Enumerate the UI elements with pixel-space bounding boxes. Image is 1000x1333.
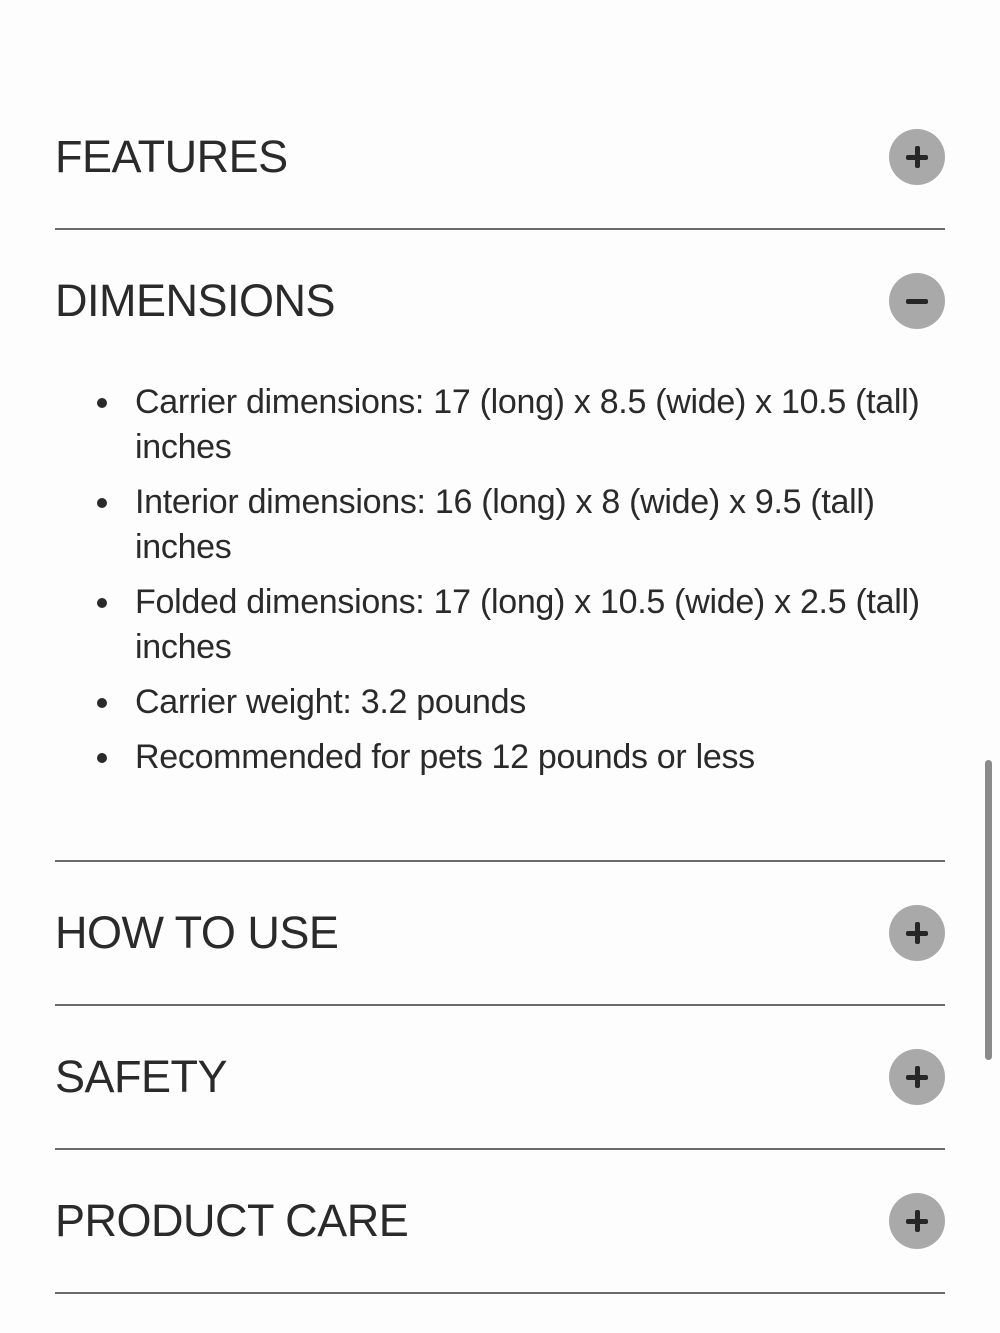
section-product-care [55, 1150, 945, 1294]
list-item [135, 580, 945, 670]
section-dimensions [55, 230, 945, 862]
plus-icon[interactable] [889, 129, 945, 185]
product-accordion [55, 86, 945, 1294]
safety-title: SAFETY [55, 1051, 228, 1102]
bullet-icon [97, 598, 107, 608]
section-safety [55, 1006, 945, 1150]
plus-icon-vertical [915, 922, 920, 944]
plus-icon[interactable] [889, 1193, 945, 1249]
scrollbar[interactable] [985, 760, 992, 1060]
list-item [135, 380, 945, 470]
bullet-icon [97, 398, 107, 408]
dimensions-header[interactable] [55, 230, 945, 372]
dimensions-title: DIMENSIONS [55, 275, 336, 326]
plus-icon[interactable] [889, 1049, 945, 1105]
features-title: FEATURES [55, 131, 288, 182]
list-item [135, 680, 945, 725]
features-header[interactable] [55, 86, 945, 228]
list-item [135, 480, 945, 570]
minus-icon-bar [906, 299, 928, 304]
bullet-icon [97, 498, 107, 508]
section-how-to-use [55, 862, 945, 1006]
how-to-use-header[interactable] [55, 862, 945, 1004]
dimensions-body [55, 372, 945, 860]
plus-icon[interactable] [889, 905, 945, 961]
safety-header[interactable] [55, 1006, 945, 1148]
list-item-text: Carrier weight: 3.2 pounds [135, 683, 526, 721]
bullet-icon [97, 698, 107, 708]
bullet-icon [97, 753, 107, 763]
minus-icon[interactable] [889, 273, 945, 329]
list-item [135, 735, 945, 780]
list-item-text: Folded dimensions: 17 (long) x 10.5 (wide) x 2.5 (tall) inches [135, 583, 920, 666]
product-care-title: PRODUCT CARE [55, 1195, 409, 1246]
plus-icon-vertical [915, 1066, 920, 1088]
section-features [55, 86, 945, 230]
product-care-header[interactable] [55, 1150, 945, 1292]
list-item-text: Interior dimensions: 16 (long) x 8 (wide) x 9.5 (tall) inches [135, 483, 875, 566]
plus-icon-vertical [915, 1210, 920, 1232]
list-item-text: Carrier dimensions: 17 (long) x 8.5 (wide) x 10.5 (tall) inches [135, 383, 920, 466]
plus-icon-vertical [915, 146, 920, 168]
how-to-use-title: HOW TO USE [55, 907, 339, 958]
dimensions-list [55, 380, 945, 780]
list-item-text: Recommended for pets 12 pounds or less [135, 738, 755, 776]
